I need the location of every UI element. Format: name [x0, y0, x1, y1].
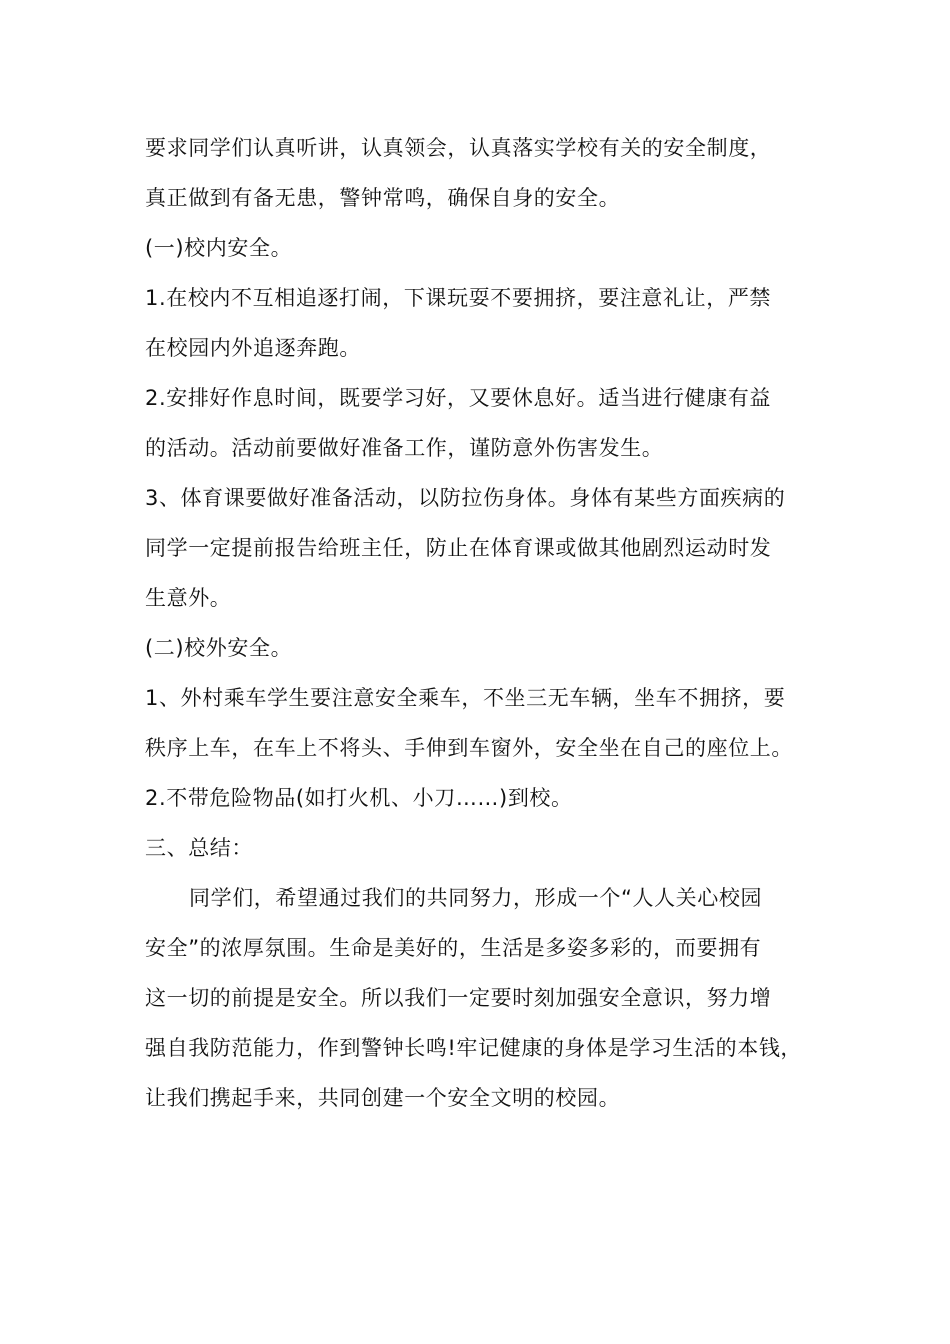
- text-line: 1.在校内不互相追逐打闹，下课玩耍不要拥挤，要注意礼让，严禁: [145, 286, 772, 310]
- text-line: 同学们，希望通过我们的共同努力，形成一个“人人关心校园: [189, 886, 763, 910]
- text-line: 的活动。活动前要做好准备工作，谨防意外伤害发生。: [145, 436, 664, 460]
- text-line: 同学一定提前报告给班主任，防止在体育课或做其他剧烈运动时发: [145, 536, 772, 560]
- text-line: 真正做到有备无患，警钟常鸣，确保自身的安全。: [145, 186, 621, 210]
- section-heading-summary: 三、总结：: [145, 836, 253, 860]
- text-line: 生意外。: [145, 586, 232, 610]
- text-line: 强自我防范能力，作到警钟长鸣!牢记健康的身体是学习生活的本钱，: [145, 1036, 803, 1060]
- text-line: 1、外村乘车学生要注意安全乘车，不坐三无车辆，坐车不拥挤，要: [145, 686, 786, 710]
- text-line: 安全”的浓厚氛围。生命是美好的，生活是多姿多彩的，而要拥有: [145, 936, 762, 960]
- section-heading-off-campus-safety: (二)校外安全。: [145, 636, 293, 660]
- section-heading-campus-safety: (一)校内安全。: [145, 236, 293, 260]
- text-line: 在校园内外追逐奔跑。: [145, 336, 361, 360]
- text-line: 秩序上车，在车上不将头、手伸到车窗外，安全坐在自己的座位上。: [145, 736, 793, 760]
- text-line: 要求同学们认真听讲，认真领会，认真落实学校有关的安全制度，: [145, 136, 772, 160]
- text-line: 2.安排好作息时间，既要学习好，又要休息好。适当进行健康有益: [145, 386, 772, 410]
- text-line: 3、体育课要做好准备活动，以防拉伤身体。身体有某些方面疾病的: [145, 486, 786, 510]
- text-line: 2.不带危险物品(如打火机、小刀……)到校。: [145, 786, 573, 810]
- text-line: 让我们携起手来，共同创建一个安全文明的校园。: [145, 1086, 621, 1110]
- text-line: 这一切的前提是安全。所以我们一定要时刻加强安全意识，努力增: [145, 986, 772, 1010]
- document-body: [145, 123, 845, 1123]
